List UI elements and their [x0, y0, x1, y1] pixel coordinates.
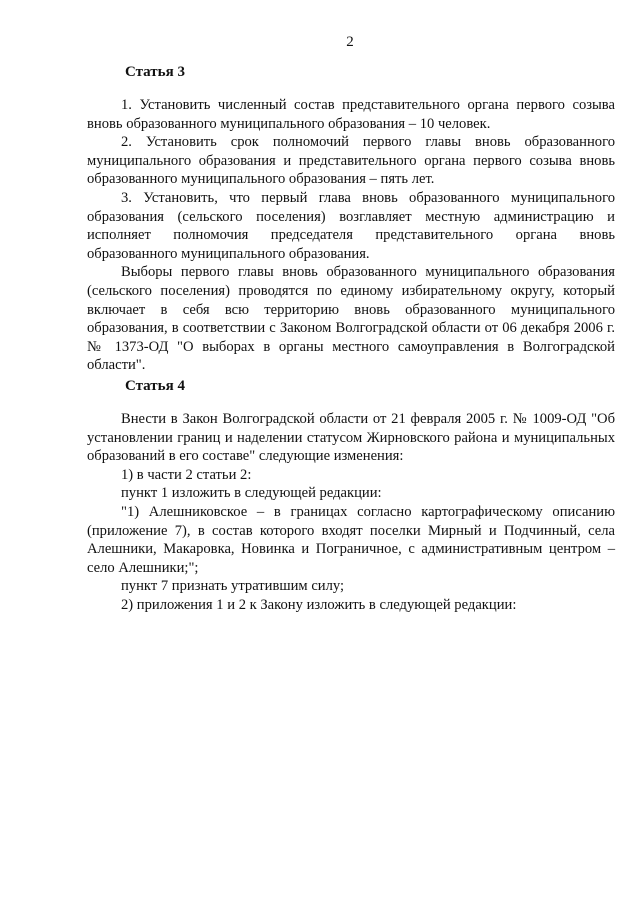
article-4-paragraph-1: Внести в Закон Волгоградской области от 21 февраля 2005 г. № 1009-ОД "Об установлении границ и наделении статусом Жирновского района и муниципальных образований в его составе" следующие изменения:	[87, 411, 615, 465]
article-3-paragraph-4: Выборы первого главы вновь образованного муниципального образования (сельского поселения) проводятся по единому избирательному округу, который включает в себя всю территорию вновь образованного муниципального образования, в соответствии с Законом Волгоградской области от 06 декабря 2006 г. № 1373-ОД "О выборах в органы местного самоуправления в Волгоградской области".	[87, 264, 615, 374]
article-3-heading: Статья 3	[125, 64, 185, 80]
article-4-paragraph-3: пункт 1 изложить в следующей редакции:	[121, 485, 382, 502]
article-4-paragraph-2: 1) в части 2 статьи 2:	[121, 466, 252, 483]
article-4-paragraph-4: "1) Алешниковское – в границах согласно картографическому описанию (приложение 7), в состав которого входят поселки Мирный и Подчинный, села Алешники, Макаровка, Новинка и Пограничное, с административным центром – село Алешники;";	[87, 503, 615, 576]
article-4-paragraph-6: 2) приложения 1 и 2 к Закону изложить в следующей редакции:	[121, 596, 517, 613]
article-3-paragraph-3: 3. Установить, что первый глава вновь образованного муниципального образования (сельского поселения) возглавляет местную администрацию и исполняет полномочия председателя представительного органа вновь образованного муниципального образования.	[87, 189, 615, 262]
article-3-paragraph-1: 1. Установить численный состав представительного органа первого созыва вновь образованного муниципального образования – 10 человек.	[87, 97, 615, 132]
article-4-heading: Статья 4	[125, 378, 185, 394]
page-number: 2	[346, 34, 354, 50]
article-4-body	[87, 410, 615, 615]
article-3-paragraph-2: 2. Установить срок полномочий первого главы вновь образованного муниципального образования и представительного органа первого созыва вновь образованного муниципального образования – пять лет.	[87, 134, 615, 188]
article-3-body	[87, 96, 615, 375]
article-4-paragraph-5: пункт 7 признать утратившим силу;	[121, 578, 345, 595]
